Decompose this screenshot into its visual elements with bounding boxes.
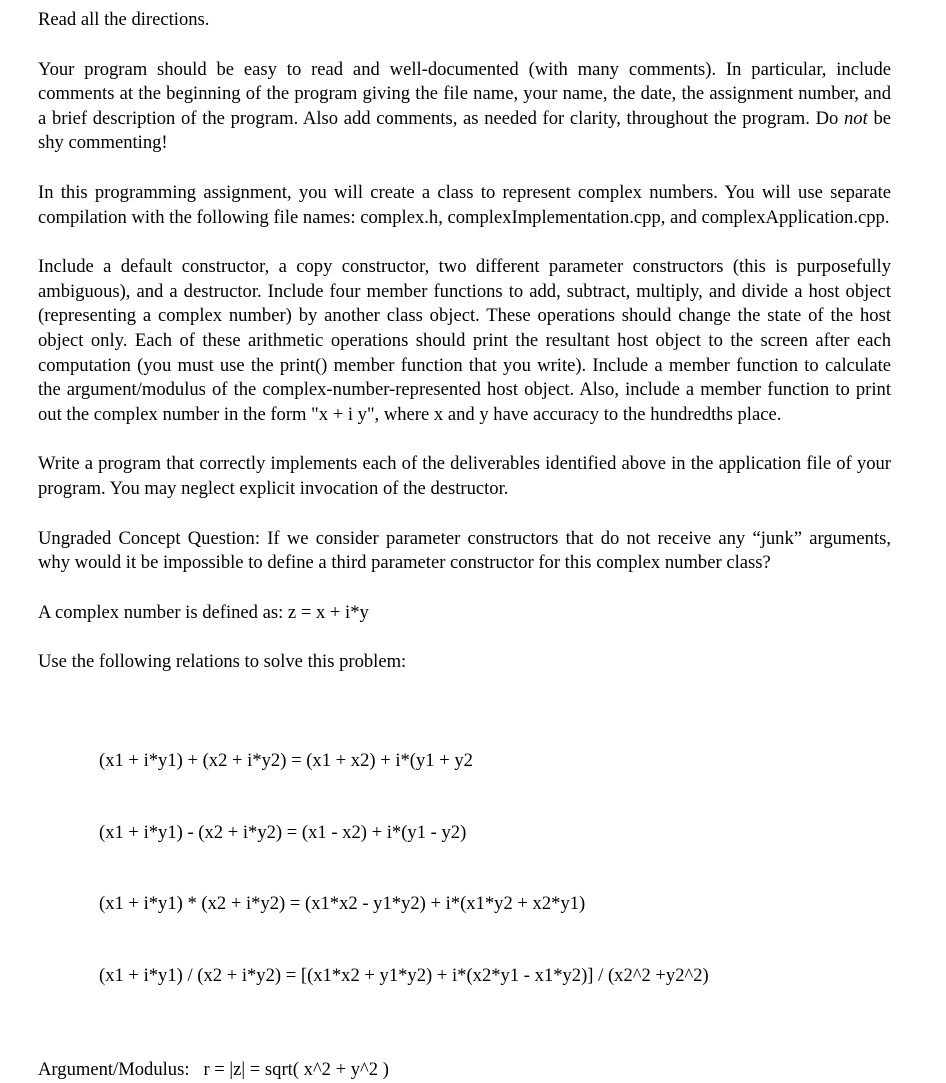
relation-subtract: (x1 + i*y1) - (x2 + i*y2) = (x1 - x2) + i*(y1 - y2) — [99, 821, 467, 843]
complex-definition: A complex number is defined as: z = x + i*y — [38, 601, 369, 623]
comments-text-end: be shy commenting! — [38, 107, 891, 154]
assignment-paragraph: In this programming assignment, you will create a class to represent complex numbers. You will use separate compilation with the following file names: complex.h, complexImplementation.cpp, and complexApplication.cpp. — [38, 181, 891, 228]
comments-text-start: Your program should be easy to read and well-documented (with many comments). In particular, include comments at the beginning of the program giving the file name, your name, the date, the assignment number, and a brief description of the program. Also add comments, as needed for clarity, throughout the program. Do — [38, 58, 891, 129]
program-paragraph: Write a program that correctly implements each of the deliverables identified above in the application file of your program. You may neglect explicit invocation of the destructor. — [38, 453, 891, 499]
relation-multiply: (x1 + i*y1) * (x2 + i*y2) = (x1*x2 - y1*y2) + i*(x1*y2 + x2*y1) — [99, 893, 586, 915]
relations-intro: Use the following relations to solve this problem: — [38, 651, 407, 673]
directions-line: Read all the directions. — [38, 9, 210, 30]
relations-list — [38, 702, 891, 1035]
relation-divide: (x1 + i*y1) / (x2 + i*y2) = [(x1*x2 + y1*y2) + i*(x2*y1 - x1*y2)] / (x2^2 +y2^2) — [99, 964, 709, 986]
concept-question: Ungraded Concept Question: If we consider parameter constructors that do not receive any “junk” arguments, why would it be impossible to define a third parameter constructor for this complex number class? — [38, 527, 891, 574]
document-page — [38, 8, 891, 1083]
comments-emphasis: not — [843, 107, 868, 129]
relation-add: (x1 + i*y1) + (x2 + i*y2) = (x1 + x2) + i*(y1 + y2 — [99, 750, 473, 772]
comments-paragraph — [38, 58, 891, 156]
modulus-formula: Argument/Modulus: r = |z| = sqrt( x^2 + y^2 ) — [38, 1059, 389, 1081]
requirements-paragraph: Include a default constructor, a copy constructor, two different parameter constructors (this is purposefully ambiguous), and a destructor. Include four member functions to add, subtract, multiply, and divide a host object (representing a complex number) by another class object. These operations should change the state of the host object only. Each of these arithmetic operations should print the resultant host object to the screen after each computation (you must use the print() member function that you write). Include a member function to calculate the argument/modulus of the complex-number-represented host object. Also, include a member function to print out the complex number in the form "x + i y", where x and y have accuracy to the hundredths place. — [38, 256, 891, 425]
